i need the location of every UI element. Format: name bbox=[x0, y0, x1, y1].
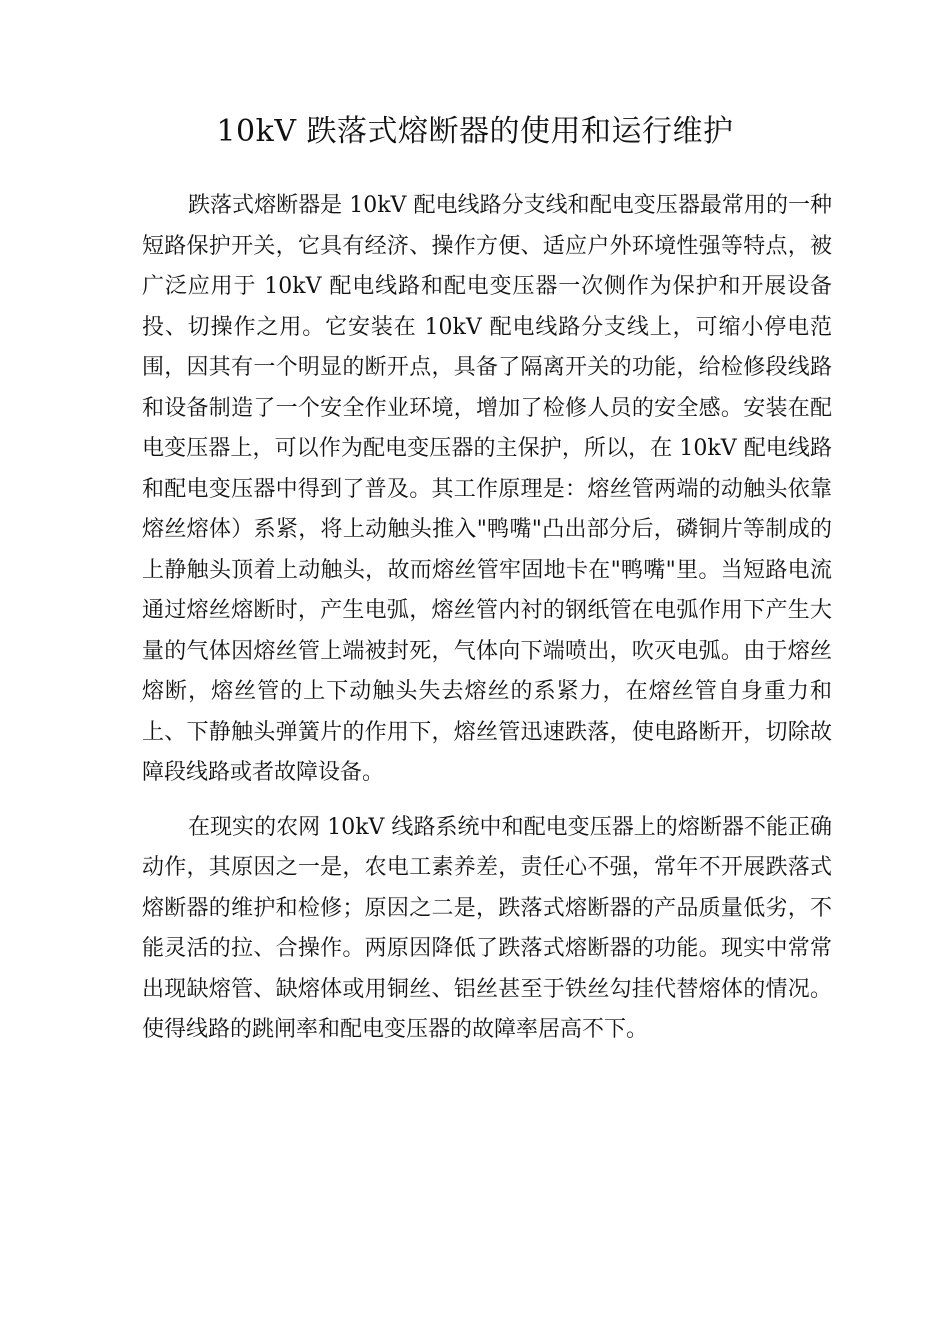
paragraph-2: 在现实的农网 10kV 线路系统中和配电变压器上的熔断器不能正确动作，其原因之一是，农电工素养差，责任心不强，常年不开展跌落式熔断器的维护和检修；原因之二是，跌落式熔断器的产品质量低劣，不能灵活的拉、合操作。两原因降低了跌落式熔断器的功能。现实中常常出现缺熔管、缺熔体或用铜丝、铝丝甚至于铁丝勾挂代替熔体的情况。使得线路的跳闸率和配电变压器的故障率居高不下。 bbox=[142, 814, 832, 1042]
paragraph-1: 跌落式熔断器是 10kV 配电线路分支线和配电变压器最常用的一种短路保护开关，它具有经济、操作方便、适应户外环境性强等特点，被广泛应用于 10kV 配电线路和配电变压器一次侧作为保护和开展设备投、切操作之用。它安装在 10kV 配电线路分支线上，可缩小停电范围，因其有一个明显的断开点，具备了隔离开关的功能，给检修段线路和设备制造了一个安全作业环境，增加了检修人员的安全感。安装在配电变压器上，可以作为配电变压器的主保护，所以，在 10kV 配电线路和配电变压器中得到了普及。其工作原理是：熔丝管两端的动触头依靠熔丝熔体）系紧，将上动触头推入"鸭嘴"凸出部分后，磷铜片等制成的上静触头顶着上动触头，故而熔丝管牢固地卡在"鸭嘴"里。当短路电流通过熔丝熔断时，产生电弧，熔丝管内衬的钢纸管在电弧作用下产生大量的气体因熔丝管上端被封死，气体向下端喷出，吹灭电弧。由于熔丝熔断，熔丝管的上下动触头失去熔丝的系紧力，在熔丝管自身重力和上、下静触头弹簧片的作用下，熔丝管迅速跌落，使电路断开，切除故障段线路或者故障设备。 bbox=[142, 193, 832, 785]
document-title: 10kV 跌落式熔断器的使用和运行维护 bbox=[216, 114, 734, 149]
document-body bbox=[142, 186, 832, 1065]
